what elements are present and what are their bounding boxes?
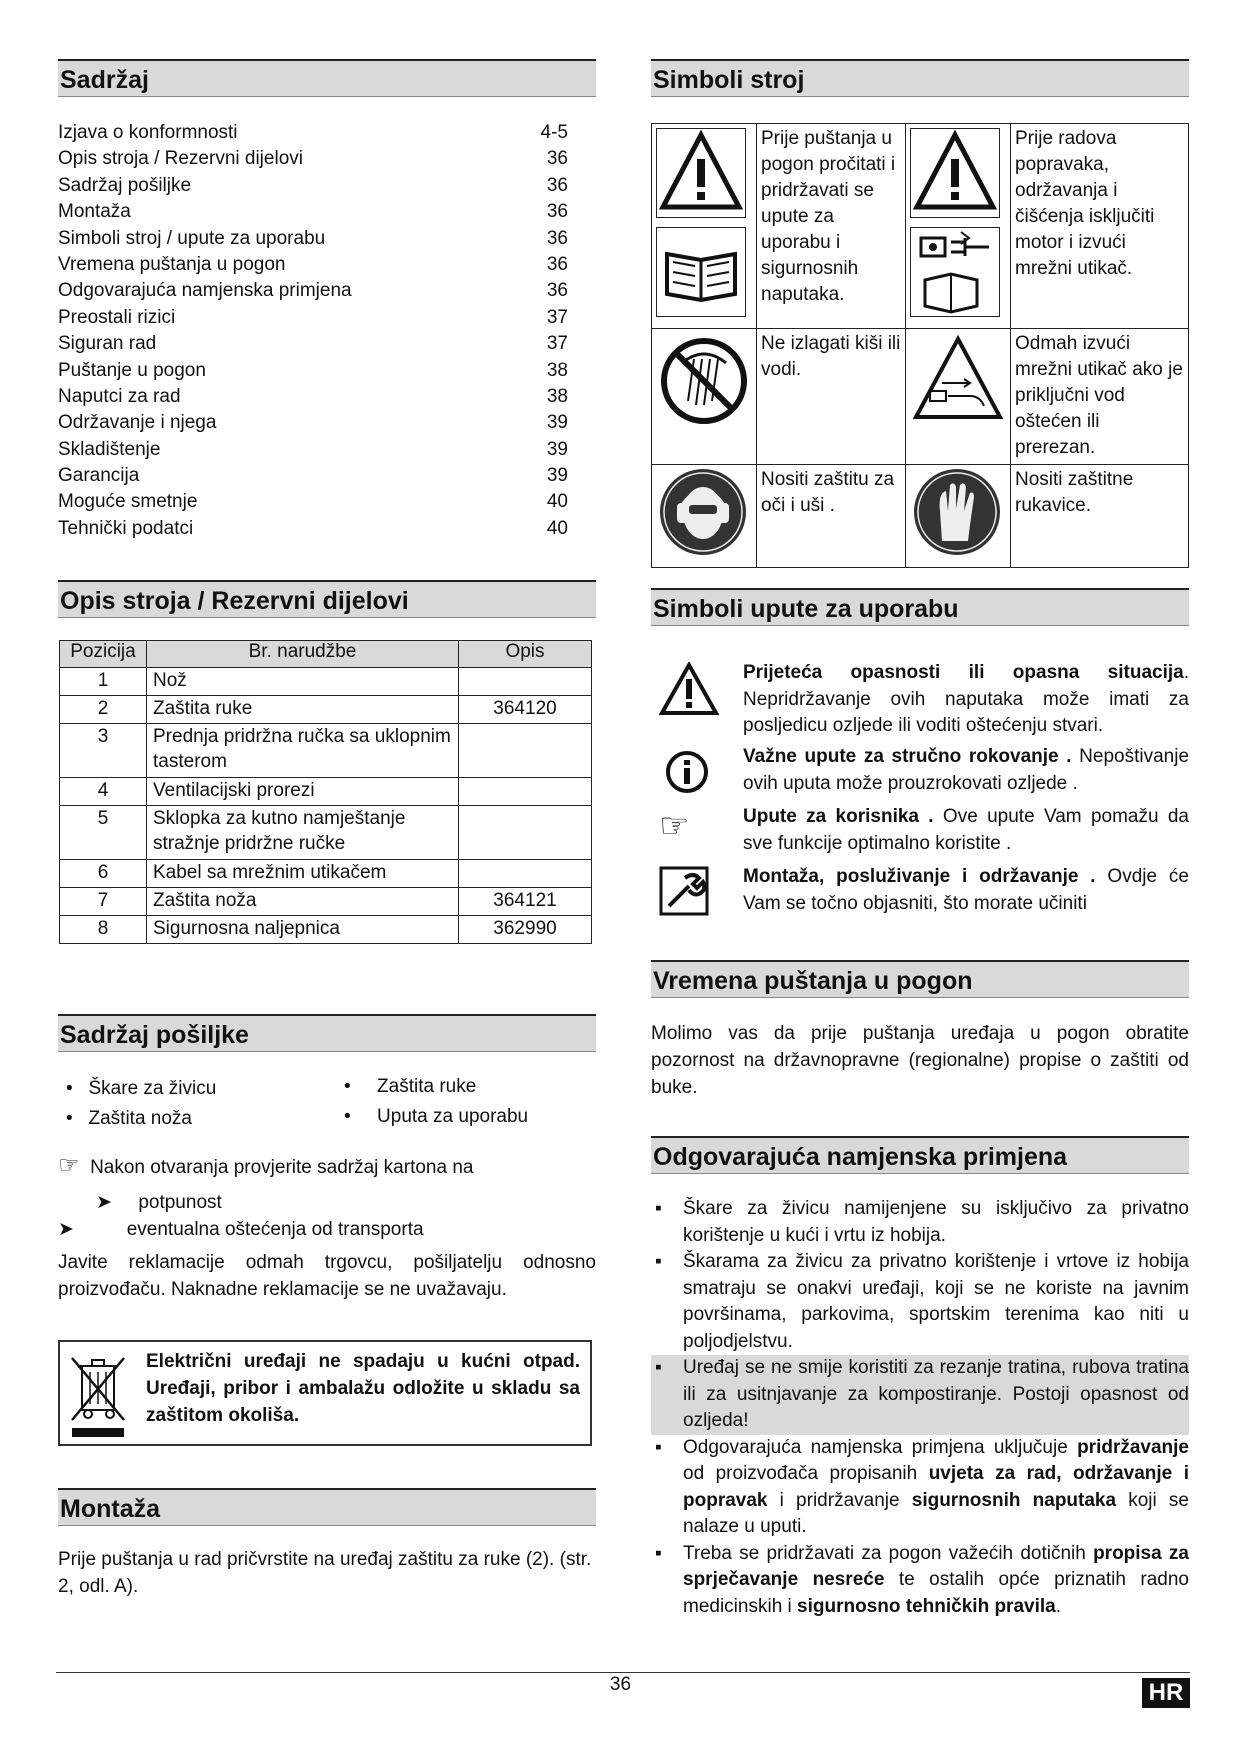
danger-triangle-icon	[659, 662, 719, 716]
parts-cell-num	[459, 668, 592, 696]
list-item: • Škare za živicu	[66, 1078, 217, 1099]
intended-use-heading: Odgovarajuća namjenska primjena	[651, 1136, 1189, 1174]
manual-symbols-heading: Simboli upute za uporabu	[651, 588, 1189, 626]
parts-cell-desc: Sigurnosna naljepnica	[147, 916, 459, 944]
parts-cell-num	[459, 860, 592, 888]
list-item: ▪ Odgovarajuća namjenska primjena uključuje pridržavanje od proizvođača propisanih uvjeta za rad, održavanje i popravak i pridržavanje sigurnosnih naputaka koji se nalaze u uputi.	[655, 1436, 1189, 1537]
parts-cell-num: 364120	[459, 696, 592, 724]
toc-row	[58, 173, 568, 199]
parts-cell-pos: 2	[60, 696, 147, 724]
parts-table	[59, 640, 592, 944]
toc-label: Skladištenje	[58, 438, 161, 460]
read-manual-book-icon	[656, 227, 746, 317]
toc-page: 36	[546, 174, 568, 196]
toc-label: Naputci za rad	[58, 385, 181, 407]
parts-cell-num: 364121	[459, 888, 592, 916]
symbol-cell	[652, 124, 757, 329]
parts-cell-num: 362990	[459, 916, 592, 944]
warning-triangle-icon	[656, 128, 746, 218]
symbol-text: Ne izlagati kiši ili vodi.	[757, 329, 906, 465]
unplug-before-maintenance-icon	[910, 227, 1000, 317]
list-item: ➤ potpunost	[96, 1192, 222, 1213]
manual-symbols-list	[651, 660, 1189, 924]
parts-cell-pos: 5	[60, 806, 147, 860]
toc-page: 39	[546, 465, 568, 487]
toc-page: 37	[546, 333, 568, 355]
toc-label: Odgovarajuća namjenska primjena	[58, 280, 352, 302]
parts-header-order-number: Br. narudžbe	[147, 641, 459, 668]
list-item: ▪ Škare za živicu namijenjene su isključivo za privatno korištenje u kući i vrtu iz hobija.	[655, 1198, 1189, 1246]
toc-row	[58, 489, 568, 515]
weee-box	[58, 1340, 592, 1446]
toc-label: Izjava o konformnosti	[58, 122, 238, 143]
list-item: ☞ Upute za korisnika . Ove upute Vam pomažu da sve funkcije optimalno koristite .	[659, 806, 1189, 854]
parts-header-position: Pozicija	[60, 641, 147, 668]
parts-cell-desc: Zaštita noža	[147, 888, 459, 916]
toc-row	[58, 252, 568, 278]
toc-row	[58, 305, 568, 331]
damaged-cable-warning-icon	[912, 335, 1004, 423]
toc-row	[58, 463, 568, 489]
toc-label: Garancija	[58, 465, 140, 487]
table-row	[60, 668, 592, 696]
toc-row	[58, 199, 568, 225]
toc-page: 4-5	[540, 122, 568, 143]
symbol-text: Prije radova popravaka, održavanja i čišćenja isključiti motor i izvući mrežni utikač.	[1011, 124, 1189, 329]
weee-text: Električni uređaji ne spadaju u kućni otpad. Uređaji, pribor i ambalažu odložite u skladu sa zaštitom okoliša.	[146, 1351, 580, 1426]
symbol-text: Nositi zaštitu za oči i uši .	[757, 465, 906, 568]
toc-row	[58, 384, 568, 410]
parts-heading: Opis stroja / Rezervni dijelovi	[58, 580, 596, 618]
list-item: ▪ Treba se pridržavati za pogon važećih dotičnih propisa za sprječavanje nesreće te ostalih opće priznatih radno medicinskih i sigurnosno tehničkih pravila.	[655, 1542, 1190, 1617]
list-item: Montaža, posluživanje i održavanje . Ovdje će Vam se točno objasniti, što morate učiniti	[651, 864, 1189, 924]
parts-cell-desc: Zaštita ruke	[147, 696, 459, 724]
toc-row	[58, 331, 568, 357]
toc-label: Siguran rad	[58, 333, 157, 355]
toc-label: Sadržaj pošiljke	[58, 174, 192, 196]
toc-page: 40	[546, 491, 568, 513]
toc-row	[58, 146, 568, 172]
assembly-heading: Montaža	[58, 1488, 596, 1526]
wrench-icon	[659, 866, 709, 916]
toc-label: Održavanje i njega	[58, 412, 217, 434]
toc-row	[58, 437, 568, 463]
list-item-highlighted: ▪ Uređaj se ne smije koristiti za rezanje tratina, rubova tratina ili za usitnjavanje za kompostiranje. Postoji opasnost od ozljeda!	[651, 1355, 1189, 1435]
parts-cell-desc: Sklopka za kutno namještanje stražnje pridržne ručke	[147, 806, 459, 860]
info-icon	[665, 750, 709, 794]
parts-cell-pos: 4	[60, 778, 147, 806]
delivery-checks	[58, 1189, 596, 1243]
language-badge: HR	[1142, 1678, 1190, 1708]
startup-times-heading: Vremena puštanja u pogon	[651, 960, 1189, 998]
parts-cell-desc: Kabel sa mrežnim utikačem	[147, 860, 459, 888]
toc-row	[58, 358, 568, 384]
table-row	[60, 724, 592, 778]
eye-ear-protection-icon	[658, 467, 748, 557]
parts-cell-desc: Ventilacijski prorezi	[147, 778, 459, 806]
list-item: Prijeteća opasnosti ili opasna situacija. Nepridržavanje ovih naputaka može imati za posljedicu ozljede ili voditi oštećenju stvari.	[651, 660, 1189, 744]
pointing-hand-icon: ☞	[659, 807, 690, 845]
toc-label: Preostali rizici	[58, 306, 176, 328]
warning-triangle-icon	[910, 128, 1000, 218]
toc-page: 36	[546, 201, 568, 223]
crossed-bin-icon	[68, 1352, 128, 1438]
parts-cell-num	[459, 724, 592, 778]
toc-label: Simboli stroj / upute za uporabu	[58, 227, 326, 249]
delivery-note: ☞ Nakon otvaranja provjerite sadržaj kartona na	[58, 1152, 474, 1179]
delivery-complaint: Javite reklamacije odmah trgovcu, pošiljatelju odnosno proizvođaču. Naknadne reklamacije se ne uvažavaju.	[58, 1252, 596, 1300]
startup-times-text: Molimo vas da prije puštanja uređaja u pogon obratite pozornost na državnopravne (regionalne) propise o zaštiti od buke.	[651, 1023, 1189, 1098]
intended-use-list	[651, 1196, 1189, 1620]
assembly-text: Prije puštanja u rad pričvrstite na uređaj zaštitu za ruke (2). (str. 2, odl. A).	[58, 1549, 592, 1597]
delivery-list-col2	[344, 1072, 594, 1132]
parts-cell-desc: Prednja pridržna ručka sa uklopnim tasterom	[147, 724, 459, 778]
toc-row	[58, 516, 568, 542]
symbol-cell	[906, 124, 1011, 329]
toc-label: Opis stroja / Rezervni dijelovi	[58, 148, 303, 170]
footer-rule	[56, 1672, 1190, 1673]
toc-row	[58, 410, 568, 436]
machine-symbols-table	[651, 123, 1189, 568]
parts-cell-pos: 1	[60, 668, 147, 696]
table-of-contents	[58, 120, 568, 542]
pointing-hand-icon: ☞	[58, 1152, 80, 1179]
symbol-cell	[652, 329, 757, 465]
symbol-cell	[652, 465, 757, 568]
toc-label: Montaža	[58, 201, 131, 223]
protective-gloves-icon	[912, 467, 1002, 557]
symbol-text: Odmah izvući mrežni utikač ako je priključni vod oštećen ili prerezan.	[1011, 329, 1189, 465]
table-row	[60, 778, 592, 806]
toc-page: 40	[546, 517, 568, 539]
toc-label: Tehnički podatci	[58, 517, 194, 539]
contents-heading: Sadržaj	[58, 59, 596, 97]
no-rain-icon	[658, 335, 750, 427]
list-item: • Zaštita noža	[66, 1108, 192, 1129]
table-row	[60, 806, 592, 860]
toc-page: 36	[546, 227, 568, 249]
toc-row	[58, 120, 568, 146]
toc-page: 37	[546, 306, 568, 328]
toc-page: 39	[546, 412, 568, 434]
toc-page: 38	[546, 385, 568, 407]
toc-label: Vremena puštanja u pogon	[58, 253, 286, 275]
list-item: Važne upute za stručno rokovanje . Nepoštivanje ovih uputa može prouzrokovati ozljede .	[651, 744, 1189, 804]
parts-cell-pos: 3	[60, 724, 147, 778]
table-row	[60, 916, 592, 944]
table-row	[60, 888, 592, 916]
toc-page: 36	[546, 148, 568, 170]
toc-page: 36	[546, 280, 568, 302]
list-item: ➤ eventualna oštećenja od transporta	[58, 1219, 424, 1240]
delivery-list-col1	[66, 1074, 316, 1134]
parts-cell-num	[459, 806, 592, 860]
toc-page: 39	[546, 438, 568, 460]
parts-cell-pos: 6	[60, 860, 147, 888]
symbol-cell	[906, 465, 1011, 568]
parts-cell-desc: Nož	[147, 668, 459, 696]
toc-page: 38	[546, 359, 568, 381]
parts-cell-pos: 8	[60, 916, 147, 944]
machine-symbols-heading: Simboli stroj	[651, 59, 1189, 97]
symbol-text: Prije puštanja u pogon pročitati i pridržavati se upute za uporabu i sigurnosnih naputaka.	[757, 124, 906, 329]
delivery-heading: Sadržaj pošiljke	[58, 1014, 596, 1052]
toc-row	[58, 278, 568, 304]
parts-header-description: Opis	[459, 641, 592, 668]
symbol-text: Nositi zaštitne rukavice.	[1011, 465, 1189, 568]
toc-row	[58, 226, 568, 252]
table-row	[60, 860, 592, 888]
table-row	[60, 696, 592, 724]
toc-label: Moguće smetnje	[58, 491, 198, 513]
list-item: • Uputa za uporabu	[344, 1106, 529, 1127]
toc-label: Puštanje u pogon	[58, 359, 206, 381]
toc-page: 36	[546, 253, 568, 275]
symbol-cell	[906, 329, 1011, 465]
page-number: 36	[609, 1674, 632, 1695]
parts-cell-num	[459, 778, 592, 806]
parts-cell-pos: 7	[60, 888, 147, 916]
list-item: • Zaštita ruke	[344, 1076, 477, 1097]
list-item: ▪ Škarama za živicu za privatno korištenje i vrtove iz hobija smatraju se onakvi uređaji, koji se ne koriste na javnim površinama, parkovima, sportskim terenima kao niti u poljodjelstvu.	[655, 1251, 1189, 1352]
